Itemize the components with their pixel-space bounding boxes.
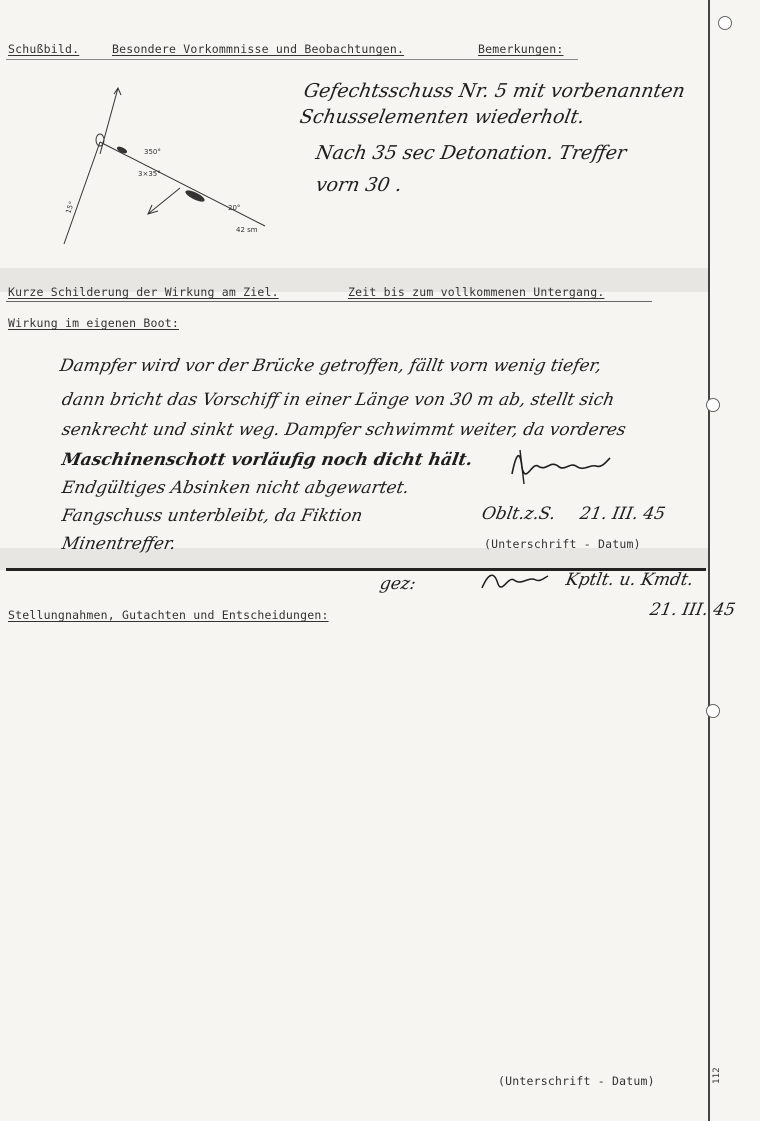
eigenes-boot-label: Wirkung im eigenen Boot: (8, 316, 179, 330)
commander-signature (506, 444, 616, 488)
sketch-label: 42 sm (236, 226, 258, 234)
remark-line: vorn 30 . (314, 174, 404, 196)
torpedo-track (100, 142, 265, 226)
remark-line: Nach 35 sec Detonation. Treffer (314, 142, 629, 164)
shot-diagram (60, 84, 280, 254)
gez-text: gez: (378, 574, 418, 594)
remark-line: Gefechtsschuss Nr. 5 mit vorbenannten (302, 80, 687, 102)
sketch-label: 20° (228, 204, 241, 212)
footer-caption: (Unterschrift - Datum) (498, 1074, 655, 1088)
rank-text: Oblt.z.S. (480, 504, 558, 524)
effect-line: Maschinenschott vorläufig noch dicht hält. (60, 450, 475, 470)
effect-line: Dampfer wird vor der Brücke getroffen, fällt vorn wenig tiefer, (58, 356, 603, 376)
sketch-label: 3×35° (138, 170, 161, 178)
margin-line (708, 0, 710, 1121)
bemerkungen-label: Bemerkungen: (478, 42, 564, 56)
sketch-label: 350° (144, 148, 161, 156)
effect-line: Fangschuss unterbleibt, da Fiktion (60, 506, 365, 526)
header-rule (6, 59, 578, 60)
remark-line: Schusselementen wiederholt. (298, 106, 587, 128)
gez-signature (478, 566, 550, 596)
signature-date: 21. III. 45 (578, 504, 667, 524)
page-number: 112 (712, 1067, 722, 1084)
gez-text: Kptlt. u. Kmdt. (564, 570, 695, 590)
effect-line: Minentreffer. (60, 534, 178, 554)
signature-caption: (Unterschrift - Datum) (484, 537, 641, 551)
wirkung-ziel-label: Kurze Schilderung der Wirkung am Ziel. (8, 285, 279, 299)
section2-rule (6, 301, 652, 302)
effect-line: senkrecht und sinkt weg. Dampfer schwimmt weiter, da vorderes (60, 420, 628, 440)
untergang-label: Zeit bis zum vollkommenen Untergang. (348, 285, 605, 299)
course-line (64, 142, 100, 244)
bearing-line (148, 188, 180, 214)
gez-date: 21. III. 45 (648, 600, 737, 620)
punch-hole (718, 16, 732, 30)
vorkommnisse-label: Besondere Vorkommnisse und Beobachtungen. (112, 42, 405, 56)
punch-hole (706, 704, 720, 718)
effect-line: dann bricht das Vorschiff in einer Länge von 30 m ab, stellt sich (60, 390, 617, 410)
sketch-label: 15° (64, 200, 77, 215)
target-symbol (185, 189, 206, 203)
ship-symbol (96, 134, 104, 146)
schussbild-label: Schußbild. (8, 42, 80, 56)
stellungnahmen-label: Stellungnahmen, Gutachten und Entscheidungen: (8, 608, 329, 622)
effect-line: Endgültiges Absinken nicht abgewartet. (60, 478, 411, 498)
punch-hole (706, 398, 720, 412)
